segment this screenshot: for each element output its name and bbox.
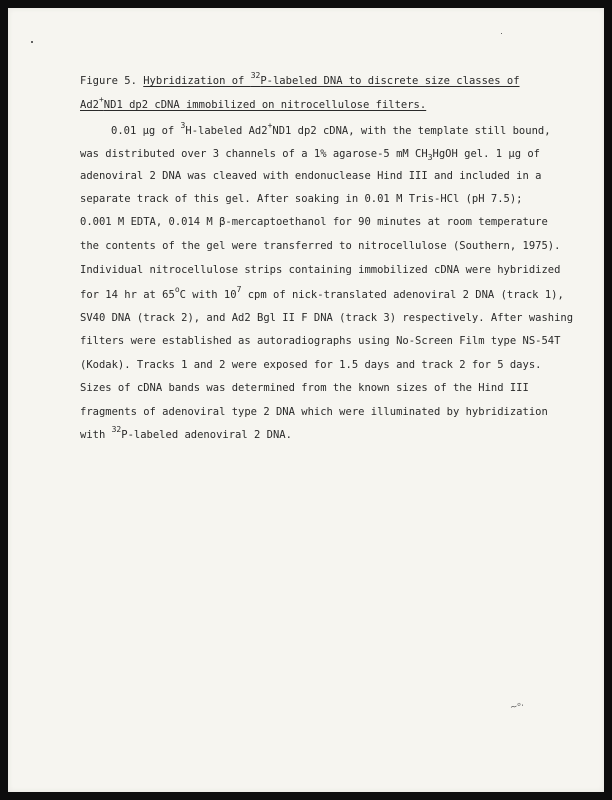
figure-title-line2-text: [80, 95, 427, 111]
body-text: with: [80, 429, 112, 441]
body-text: P-labeled adenoviral 2 DNA.: [121, 429, 292, 441]
body-line-1: [111, 121, 551, 137]
title-text: Ad2: [80, 99, 99, 111]
superscript: +: [267, 121, 273, 130]
body-line-4: separate track of this gel. After soaking in 0.01 M Tris-HCl (pH 7.5);: [80, 193, 523, 205]
paper-speck: [501, 33, 502, 34]
body-text: cpm of nick-translated adenoviral 2 DNA (track 1),: [241, 289, 564, 301]
body-line-3: adenoviral 2 DNA was cleaved with endonuclease Hind III and included in a: [80, 170, 542, 182]
title-text: ND1 dp2 cDNA immobilized on nitrocellulose filters.: [103, 99, 427, 111]
figure-caption-title: [80, 71, 520, 87]
body-line-10: filters were established as autoradiographs using No-Screen Film type NS-54T: [80, 335, 561, 347]
body-text: C with 10: [179, 289, 237, 301]
body-text: was distributed over 3 channels of a 1% agarose-5 mM CH: [80, 148, 428, 160]
body-line-8: [80, 285, 564, 301]
superscript: 32: [111, 425, 122, 434]
body-text: for 14 hr at 65: [80, 289, 175, 301]
title-text: Hybridization of: [143, 75, 251, 87]
body-line-12: Sizes of cDNA bands was determined from the known sizes of the Hind III: [80, 382, 529, 394]
figure-title-line1: [143, 71, 520, 87]
figure-title-line2: [80, 95, 427, 111]
body-line-11: (Kodak). Tracks 1 and 2 were exposed for 1.5 days and track 2 for 5 days.: [80, 359, 542, 371]
body-text: ND1 dp2 cDNA, with the template still bound,: [272, 125, 551, 137]
body-line-7: Individual nitrocellulose strips containing immobilized cDNA were hybridized: [80, 264, 561, 276]
body-text: HgOH gel. 1 μg of: [432, 148, 540, 160]
superscript: o: [174, 285, 180, 294]
title-superscript: +: [98, 95, 104, 104]
figure-label: Figure 5.: [80, 75, 137, 87]
body-line-14: [80, 425, 292, 441]
body-text: 0.01 μg of: [111, 125, 181, 137]
paper-speck: [31, 41, 33, 43]
body-line-5: 0.001 M EDTA, 0.014 M β-mercaptoethanol for 90 minutes at room temperature: [80, 216, 548, 228]
title-text: P-labeled DNA to discrete size classes of: [260, 75, 520, 87]
body-line-2: [80, 148, 540, 160]
handwritten-corner-mark: ~ᵒ·: [509, 701, 525, 713]
subscript: 3: [427, 153, 433, 162]
body-line-9: SV40 DNA (track 2), and Ad2 Bgl II F DNA (track 3) respectively. After washing: [80, 312, 574, 324]
body-line-13: fragments of adenoviral type 2 DNA which were illuminated by hybridization: [80, 406, 548, 418]
body-text: H-labeled Ad2: [185, 125, 268, 137]
superscript: 3: [180, 121, 186, 130]
superscript: 7: [236, 285, 242, 294]
body-line-6: the contents of the gel were transferred to nitrocellulose (Southern, 1975).: [80, 240, 561, 252]
title-superscript: 32: [250, 71, 261, 80]
